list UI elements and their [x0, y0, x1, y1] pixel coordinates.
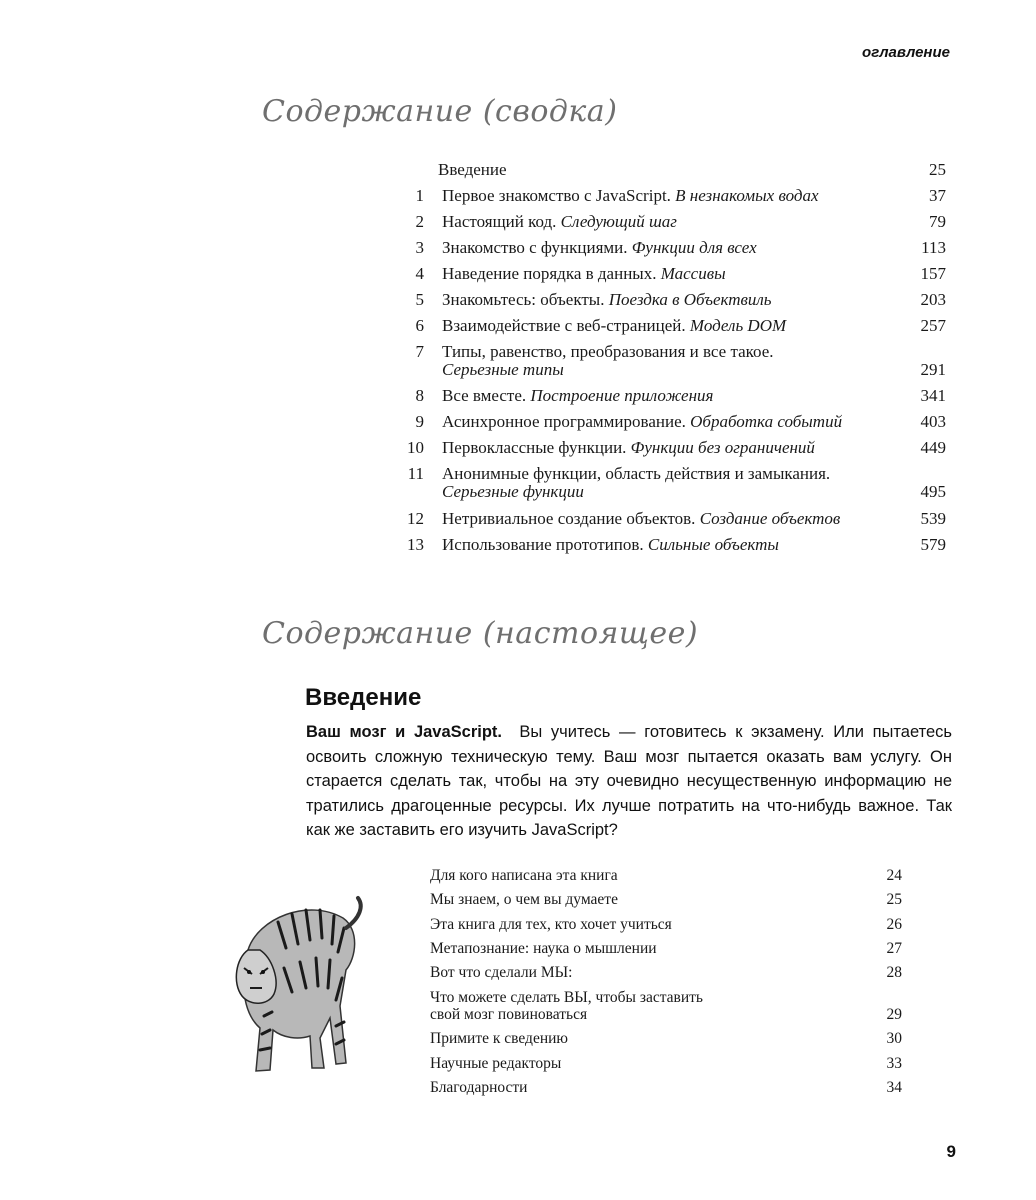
tiger-illustration: [228, 888, 368, 1078]
section-page: 29: [886, 1006, 902, 1023]
chapter-title: Знакомьтесь: объекты.: [442, 290, 605, 309]
chapter-number: 1: [415, 186, 424, 205]
running-head: оглавление: [862, 44, 950, 61]
chapter-page: 37: [929, 186, 946, 205]
chapter-page: 113: [921, 238, 946, 257]
chapter-number: 7: [415, 342, 424, 361]
chapter-number: 10: [407, 438, 424, 457]
chapter-subtitle: Серьезные типы: [442, 360, 564, 379]
chapter-title: Нетривиальное создание объектов.: [442, 509, 696, 528]
section-page: 30: [886, 1030, 902, 1047]
section-title: Научные редакторы: [430, 1055, 562, 1072]
intro-paragraph: [306, 720, 952, 843]
chapter-title: Первоклассные функции.: [442, 438, 627, 457]
chapter-title: Наведение порядка в данных.: [442, 264, 657, 283]
section-page: 27: [886, 940, 902, 957]
chapter-title: Типы, равенство, преобразования и все такое.: [442, 342, 774, 361]
chapter-title: Первое знакомство с JavaScript.: [442, 186, 671, 205]
section-title-line2: свой мозг повиноваться: [430, 1006, 588, 1023]
section-title: Эта книга для тех, кто хочет учиться: [430, 916, 672, 933]
intro-text: Вы учитесь — готовитесь к экзамену. Или пытаетесь освоить сложную техническую тему. Ваш мозг пытается оказать вам услугу. Он старается сделать так, чтобы на эту очевидно несущественную информацию не тратились драгоценные ресурсы. Их лучше потратить на что-нибудь важное. Так как же заставить его изучить JavaScript?: [306, 723, 952, 840]
chapter-title: Анонимные функции, область действия и замыкания.: [442, 464, 831, 483]
chapter-subtitle: Обработка событий: [690, 412, 843, 431]
section-title: Вот что сделали МЫ:: [430, 964, 573, 981]
summary-intro-label: Введение: [438, 160, 507, 179]
section-title: Мы знаем, о чем вы думаете: [430, 891, 618, 908]
section-title: Примите к сведению: [430, 1030, 568, 1047]
chapter-title: Использование прототипов.: [442, 535, 644, 554]
intro-lead: Ваш мозг и JavaScript.: [306, 723, 502, 741]
chapter-page: 341: [920, 386, 946, 405]
chapter-page: 539: [920, 509, 946, 528]
chapter-number: 11: [407, 464, 424, 483]
chapter-page: 579: [920, 535, 946, 554]
chapter-number: 5: [415, 290, 424, 309]
chapter-subtitle: В незнакомых водах: [675, 186, 819, 205]
chapter-subtitle: Функции без ограничений: [630, 438, 815, 457]
chapter-subtitle: Следующий шаг: [560, 212, 677, 231]
chapter-subtitle: Серьезные функции: [442, 482, 584, 501]
chapter-number: 4: [415, 264, 424, 283]
page-number: 9: [946, 1142, 956, 1161]
section-page: 28: [886, 964, 902, 981]
chapter-subtitle: Модель DOM: [689, 316, 787, 335]
section-page: 24: [886, 867, 902, 884]
chapter-title: Настоящий код.: [442, 212, 557, 231]
summary-title: Содержание (сводка): [262, 94, 618, 129]
section-title: Для кого написана эта книга: [430, 867, 618, 884]
chapter-number: 9: [415, 412, 424, 431]
section-title: Благодарности: [430, 1079, 528, 1096]
chapter-page: 157: [920, 264, 946, 283]
chapter-title: Все вместе.: [442, 386, 527, 405]
chapter-title: Знакомство с функциями.: [442, 238, 628, 257]
chapter-page: 257: [920, 316, 946, 335]
chapter-subtitle: Функции для всех: [631, 238, 757, 257]
chapter-subtitle: Создание объектов: [699, 509, 841, 528]
chapter-subtitle: Сильные объекты: [647, 535, 779, 554]
chapter-subtitle: Поездка в Объектвиль: [608, 290, 772, 309]
chapter-number: 8: [415, 386, 424, 405]
section-page: 34: [886, 1079, 902, 1096]
chapter-number: 3: [415, 238, 424, 257]
chapter-number: 2: [415, 212, 424, 231]
chapter-subtitle: Массивы: [660, 264, 726, 283]
chapter-page: 203: [920, 290, 946, 309]
contents-title: Содержание (настоящее): [262, 616, 699, 651]
section-page: 25: [886, 891, 902, 908]
chapter-number: 13: [407, 535, 424, 554]
chapter-number: 12: [407, 509, 424, 528]
chapter-subtitle: Построение приложения: [530, 386, 714, 405]
chapter-number: 6: [415, 316, 424, 335]
chapter-page: 403: [920, 412, 946, 431]
chapter-title: Асинхронное программирование.: [442, 412, 686, 431]
section-title-line1: Что можете сделать ВЫ, чтобы заставить: [430, 989, 704, 1006]
section-title: Метапознание: наука о мышлении: [430, 940, 657, 957]
chapter-page: 449: [920, 438, 946, 457]
chapter-page: 291: [920, 360, 946, 379]
chapter-page: 79: [929, 212, 946, 231]
chapter-title: Взаимодействие с веб-страницей.: [442, 316, 686, 335]
section-page: 26: [886, 916, 902, 933]
section-page: 33: [886, 1055, 902, 1072]
intro-heading: Введение: [305, 684, 422, 711]
summary-intro-page: 25: [929, 160, 946, 179]
chapter-page: 495: [920, 482, 946, 501]
